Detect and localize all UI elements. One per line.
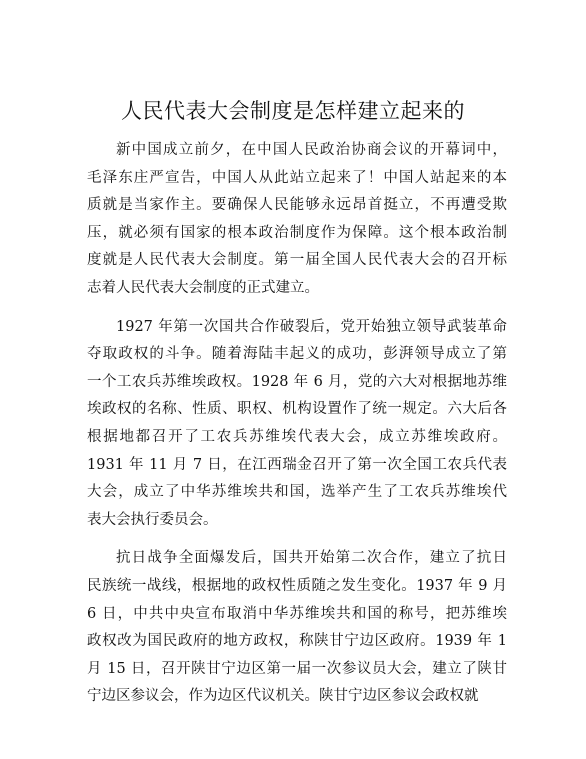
paragraph-line: 新中国成立前夕，在中国人民政治协商会议的开幕词中，	[116, 142, 507, 158]
paragraph-line: 压，就必须有国家的根本政治制度作为保障。这个根本政治制	[87, 224, 507, 241]
paragraph	[87, 137, 507, 303]
paragraph-line: 1931 年 11 月 7 日，在江西瑞金召开了第一次全国工农兵代表	[87, 456, 507, 473]
paragraph-line: 志着人民代表大会制度的正式建立。	[87, 279, 319, 296]
paragraph-line: 宁边区参议会，作为边区代议机关。陕甘宁边区参议会政权就	[87, 688, 479, 705]
paragraph-line: 月 15 日，召开陕甘宁边区第一届一次参议员大会，建立了陕甘	[87, 660, 507, 677]
document-title: 人民代表大会制度是怎样建立起来的	[121, 99, 465, 123]
paragraph	[87, 314, 507, 535]
paragraph-line: 表大会执行委员会。	[87, 511, 218, 528]
paragraph-line: 毛泽东庄严宣告，中国人从此站立起来了！中国人站起来的本	[87, 169, 507, 186]
paragraph-line: 质就是当家作主。要确保人民能够永远昂首挺立，不再遭受欺	[87, 197, 507, 214]
document-body	[87, 137, 507, 722]
paragraph	[87, 545, 507, 711]
paragraph-line: 一个工农兵苏维埃政权。1928 年 6 月，党的六大对根据地苏维	[87, 373, 507, 390]
paragraph-line: 抗日战争全面爆发后，国共开始第二次合作，建立了抗日	[116, 550, 507, 567]
paragraph-line: 夺取政权的斗争。随着海陆丰起义的成功，彭湃领导成立了第	[87, 346, 507, 363]
paragraph-line: 根据地都召开了工农兵苏维埃代表大会，成立苏维埃政府。	[87, 428, 507, 445]
paragraph-line: 埃政权的名称、性质、职权、机构设置作了统一规定。六大后各	[87, 401, 507, 418]
paragraph-line: 1927 年第一次国共合作破裂后，党开始独立领导武装革命	[116, 318, 507, 335]
paragraph-line: 大会，成立了中华苏维埃共和国，选举产生了工农兵苏维埃代	[87, 484, 507, 501]
paragraph-line: 政权改为国民政府的地方政权，称陕甘宁边区政府。1939 年 1	[87, 633, 507, 650]
paragraph-line: 度就是人民代表大会制度。第一届全国人民代表大会的召开标	[87, 252, 507, 269]
paragraph-line: 6 日，中共中央宣布取消中华苏维埃共和国的称号，把苏维埃	[87, 605, 507, 622]
paragraph-line: 民族统一战线，根据地的政权性质随之发生变化。1937 年 9 月	[87, 577, 507, 594]
